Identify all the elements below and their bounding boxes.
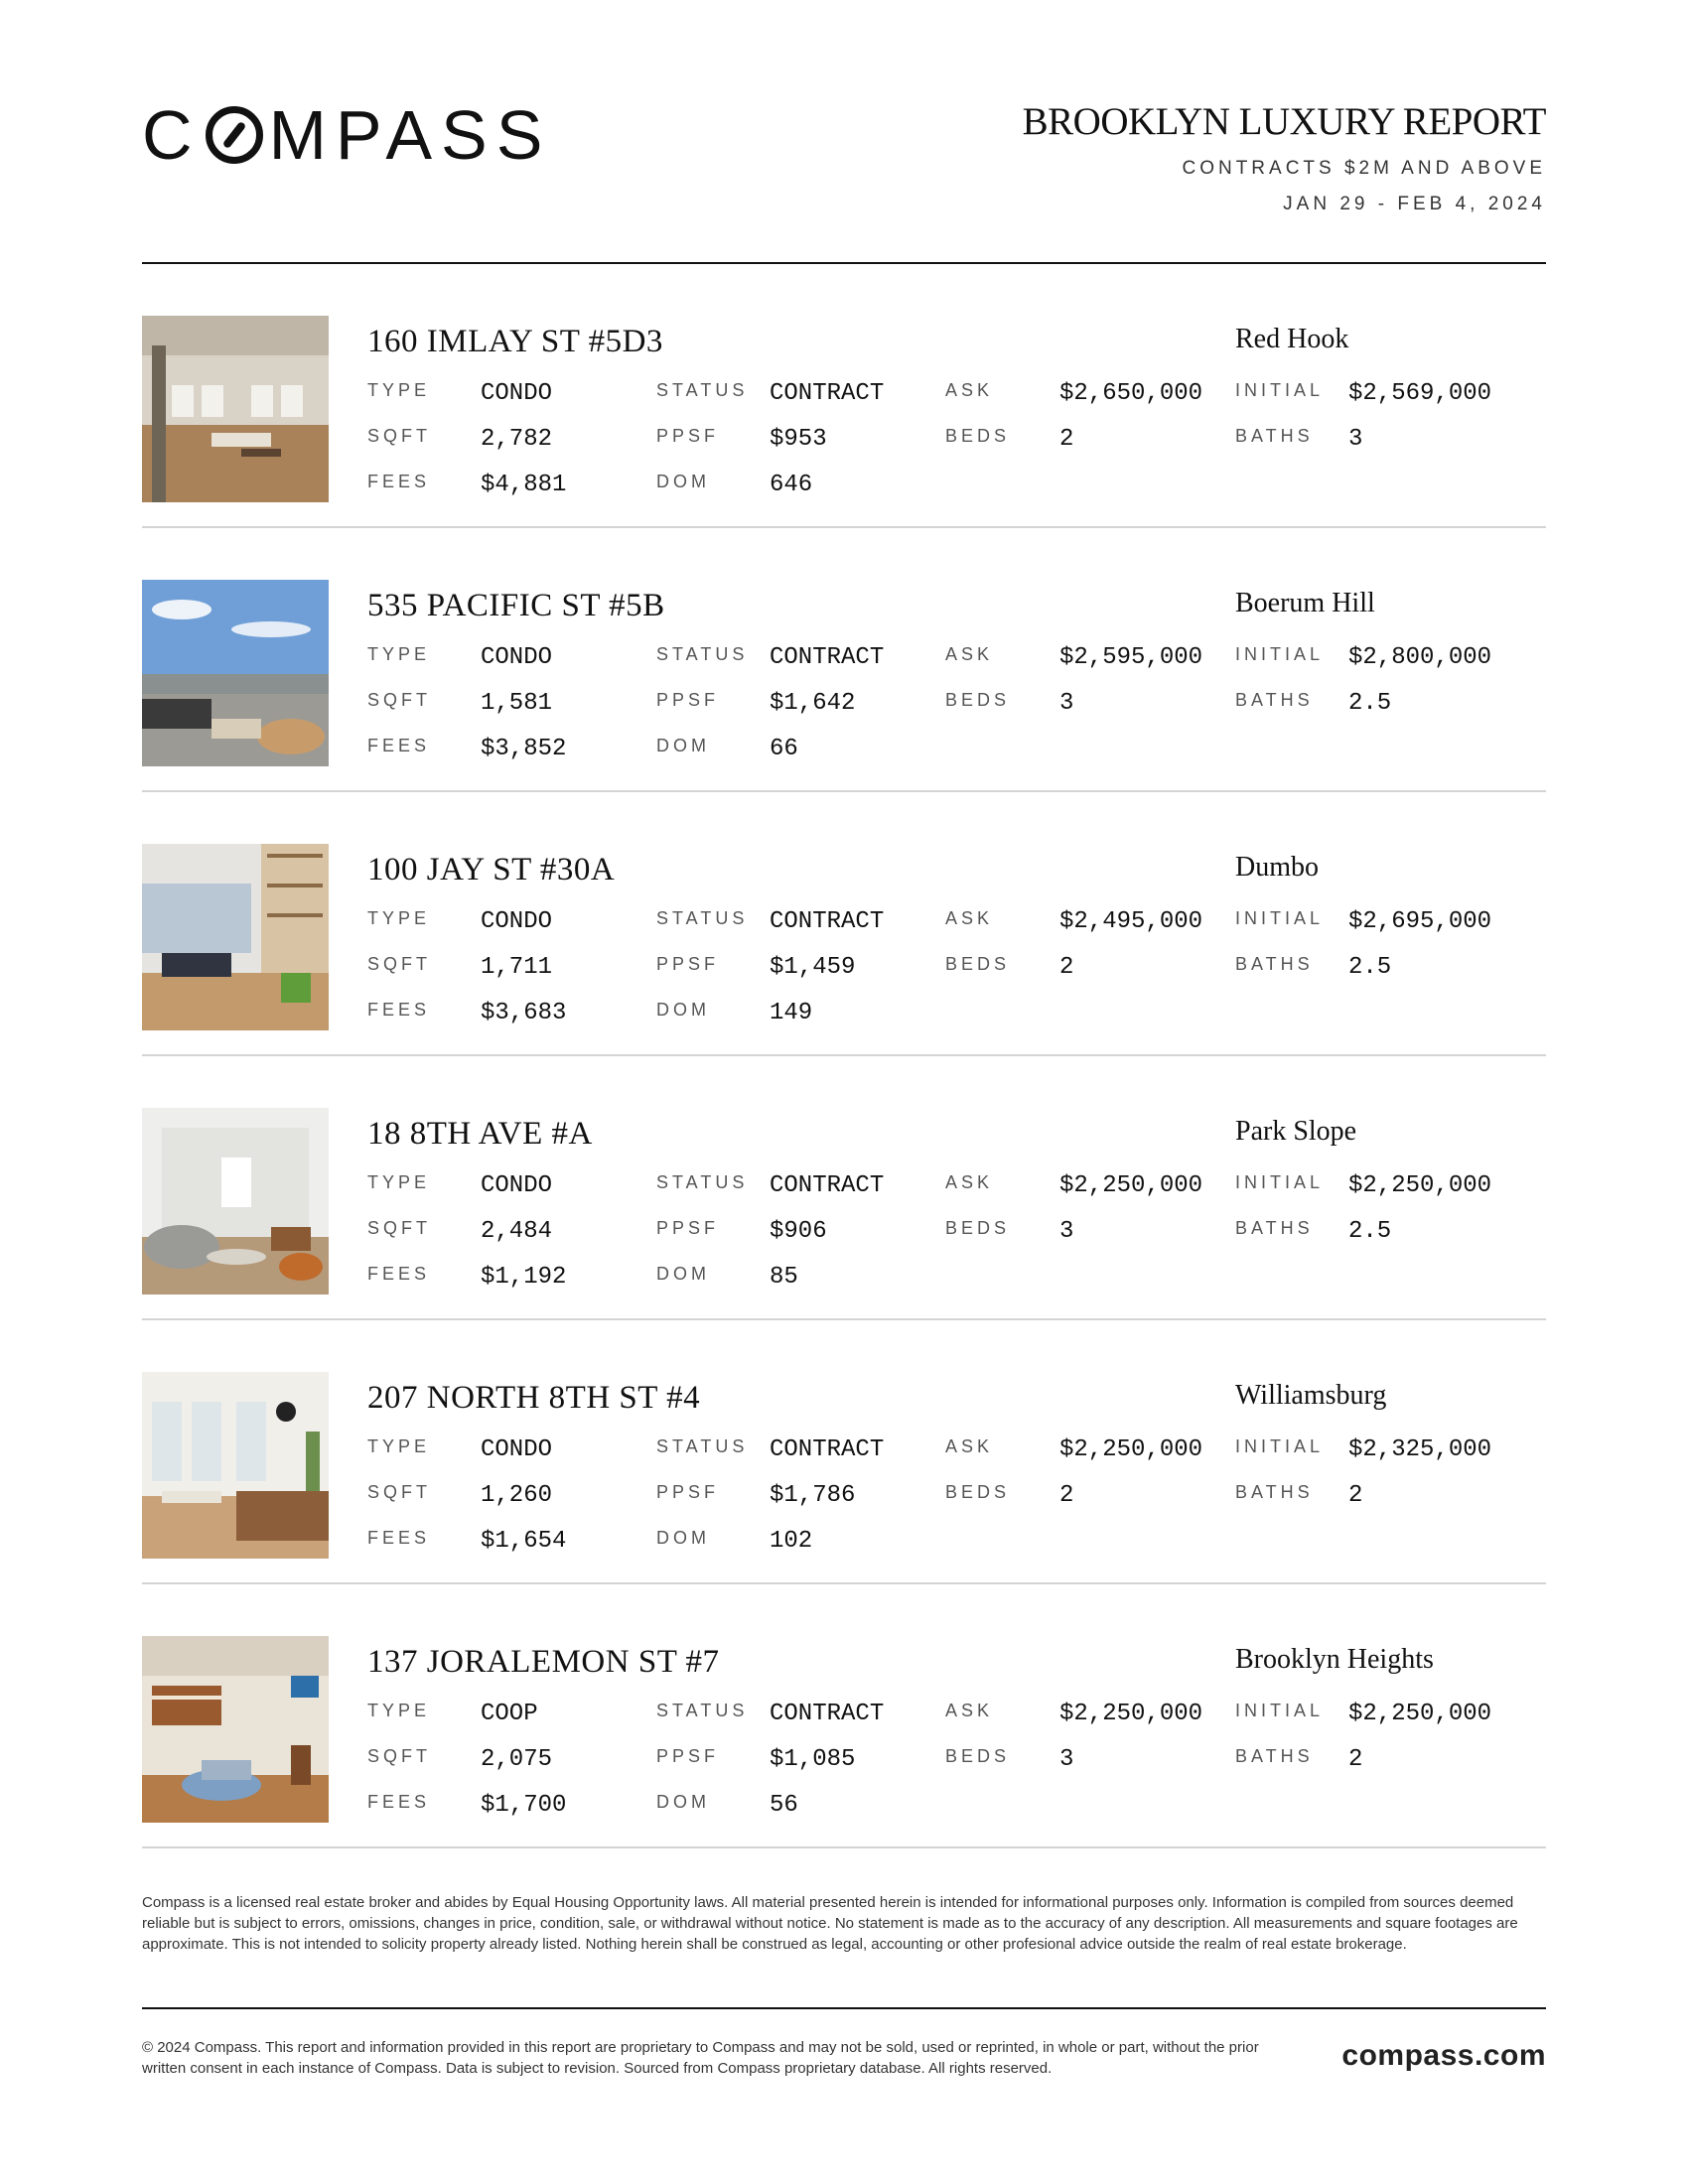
ppsf-label: PPSF: [656, 1482, 720, 1502]
dom-value: 646: [770, 472, 813, 498]
dom-value: 85: [770, 1264, 798, 1291]
dom-value: 66: [770, 736, 798, 762]
listing-neighborhood: Brooklyn Heights: [1235, 1644, 1434, 1675]
listing-row: [142, 528, 1546, 792]
beds-label: BEDS: [945, 690, 1011, 710]
status-value: CONTRACT: [770, 908, 885, 935]
initial-label: INITIAL: [1235, 1172, 1325, 1192]
baths-value: 2.5: [1348, 1218, 1392, 1245]
baths-label: BATHS: [1235, 1218, 1314, 1238]
initial-value: $2,695,000: [1348, 908, 1492, 935]
dom-value: 149: [770, 1000, 813, 1026]
baths-value: 2: [1348, 1746, 1363, 1773]
ppsf-label: PPSF: [656, 426, 720, 446]
dom-label: DOM: [656, 1528, 710, 1548]
sqft-value: 1,581: [481, 690, 553, 717]
initial-value: $2,800,000: [1348, 644, 1492, 671]
listing-address: 137 JORALEMON ST #7: [367, 1644, 720, 1680]
ask-label: ASK: [945, 380, 994, 400]
ask-label: ASK: [945, 1701, 994, 1720]
beds-label: BEDS: [945, 1746, 1011, 1766]
initial-value: $2,325,000: [1348, 1436, 1492, 1463]
listing-address: 18 8TH AVE #A: [367, 1116, 593, 1152]
sqft-value: 1,711: [481, 954, 553, 981]
beds-label: BEDS: [945, 1482, 1011, 1502]
ppsf-label: PPSF: [656, 1218, 720, 1238]
fees-label: FEES: [367, 1264, 431, 1284]
report-title: BROOKLYN LUXURY REPORT: [1022, 100, 1546, 143]
ppsf-value: $1,085: [770, 1746, 856, 1773]
initial-label: INITIAL: [1235, 908, 1325, 928]
dom-value: 56: [770, 1792, 798, 1819]
type-label: TYPE: [367, 908, 431, 928]
listing-neighborhood: Williamsburg: [1235, 1380, 1387, 1411]
beds-label: BEDS: [945, 426, 1011, 446]
property-photo: [142, 1636, 329, 1823]
property-photo: [142, 316, 329, 502]
fees-value: $1,192: [481, 1264, 567, 1291]
listing-neighborhood: Red Hook: [1235, 324, 1349, 354]
ask-value: $2,595,000: [1059, 644, 1203, 671]
listing-divider: [142, 1846, 1546, 1848]
sqft-value: 2,075: [481, 1746, 553, 1773]
listing-address: 207 NORTH 8TH ST #4: [367, 1380, 701, 1416]
beds-label: BEDS: [945, 1218, 1011, 1238]
fees-value: $1,654: [481, 1528, 567, 1555]
beds-value: 3: [1059, 1746, 1074, 1773]
status-value: CONTRACT: [770, 1172, 885, 1199]
legal-disclaimer: Compass is a licensed real estate broker and abides by Equal Housing Opportunity laws. All material presented herein is intended for informational purposes only. Information is compiled from sources deemed reliable but is subject to errors, omissions, changes in price, condition, sale, or withdrawal without notice. No statement is made as to the accuracy of any description. All measurements and square footages are approximate. This is not intended to solicity property already listed. Nothing herein shall be construed as legal, accounting or other profesional advice outside the realm of real estate brokerage.: [142, 1894, 1518, 1953]
type-label: TYPE: [367, 1172, 431, 1192]
ppsf-value: $1,459: [770, 954, 856, 981]
sqft-label: SQFT: [367, 1482, 431, 1502]
compass-o-icon: [206, 106, 263, 164]
dom-label: DOM: [656, 1000, 710, 1020]
status-label: STATUS: [656, 1172, 749, 1192]
ppsf-label: PPSF: [656, 690, 720, 710]
baths-value: 2: [1348, 1482, 1363, 1509]
fees-label: FEES: [367, 1000, 431, 1020]
report-dates: JAN 29 - FEB 4, 2024: [1283, 194, 1546, 214]
sqft-label: SQFT: [367, 426, 431, 446]
sqft-label: SQFT: [367, 954, 431, 974]
fees-label: FEES: [367, 1528, 431, 1548]
type-label: TYPE: [367, 1436, 431, 1456]
status-label: STATUS: [656, 1701, 749, 1720]
ask-label: ASK: [945, 644, 994, 664]
listing-neighborhood: Park Slope: [1235, 1116, 1357, 1147]
beds-value: 2: [1059, 1482, 1074, 1509]
fees-label: FEES: [367, 736, 431, 755]
sqft-label: SQFT: [367, 690, 431, 710]
type-label: TYPE: [367, 644, 431, 664]
sqft-value: 1,260: [481, 1482, 553, 1509]
sqft-value: 2,484: [481, 1218, 553, 1245]
beds-label: BEDS: [945, 954, 1011, 974]
rooftop-terrace-photo: [142, 580, 329, 766]
loft-interior-photo: [142, 316, 329, 502]
type-value: CONDO: [481, 1172, 553, 1199]
ask-label: ASK: [945, 1172, 994, 1192]
parlor-room-photo: [142, 1108, 329, 1295]
copyright-notice: © 2024 Compass. This report and information provided in this report are proprietary to Compass and may not be sold, used or reprinted, in whole or part, without the prior written consent in each instance of Compass. Data is subject to revision. Sourced from Compass proprietary database. All rights reserved.: [142, 2039, 1259, 2077]
beds-value: 2: [1059, 954, 1074, 981]
dom-label: DOM: [656, 736, 710, 755]
status-label: STATUS: [656, 908, 749, 928]
listing-row: [142, 1056, 1546, 1320]
property-photo: [142, 580, 329, 766]
initial-label: INITIAL: [1235, 1436, 1325, 1456]
initial-value: $2,250,000: [1348, 1172, 1492, 1199]
type-value: CONDO: [481, 380, 553, 407]
beds-value: 2: [1059, 426, 1074, 453]
status-value: CONTRACT: [770, 644, 885, 671]
initial-label: INITIAL: [1235, 1701, 1325, 1720]
listing-address: 535 PACIFIC ST #5B: [367, 588, 665, 623]
duplex-living-photo: [142, 1636, 329, 1823]
type-label: TYPE: [367, 380, 431, 400]
initial-value: $2,250,000: [1348, 1701, 1492, 1727]
ppsf-label: PPSF: [656, 954, 720, 974]
listing-row: [142, 1320, 1546, 1584]
status-value: CONTRACT: [770, 380, 885, 407]
ppsf-value: $1,786: [770, 1482, 856, 1509]
beds-value: 3: [1059, 690, 1074, 717]
ask-value: $2,495,000: [1059, 908, 1203, 935]
status-label: STATUS: [656, 644, 749, 664]
report-header: [1023, 99, 1546, 215]
ppsf-value: $906: [770, 1218, 827, 1245]
status-value: CONTRACT: [770, 1701, 885, 1727]
baths-label: BATHS: [1235, 690, 1314, 710]
baths-label: BATHS: [1235, 1482, 1314, 1502]
ask-value: $2,250,000: [1059, 1701, 1203, 1727]
listing-neighborhood: Dumbo: [1235, 852, 1319, 883]
ppsf-label: PPSF: [656, 1746, 720, 1766]
initial-label: INITIAL: [1235, 380, 1325, 400]
listing-address: 160 IMLAY ST #5D3: [367, 324, 663, 359]
report-subtitle: CONTRACTS $2M AND ABOVE: [1182, 158, 1546, 179]
property-photo: [142, 1372, 329, 1559]
dom-value: 102: [770, 1528, 813, 1555]
fees-label: FEES: [367, 1792, 431, 1812]
logo-letter-c: C: [142, 96, 202, 174]
initial-label: INITIAL: [1235, 644, 1325, 664]
ask-label: ASK: [945, 1436, 994, 1456]
listing-row: [142, 264, 1546, 528]
ask-value: $2,250,000: [1059, 1172, 1203, 1199]
initial-value: $2,569,000: [1348, 380, 1492, 407]
dom-label: DOM: [656, 1264, 710, 1284]
ppsf-value: $953: [770, 426, 827, 453]
sqft-value: 2,782: [481, 426, 553, 453]
ask-label: ASK: [945, 908, 994, 928]
baths-value: 3: [1348, 426, 1363, 453]
baths-label: BATHS: [1235, 1746, 1314, 1766]
property-photo: [142, 1108, 329, 1295]
type-value: COOP: [481, 1701, 538, 1727]
listing-row: [142, 1584, 1546, 1848]
dom-label: DOM: [656, 472, 710, 491]
fees-value: $3,683: [481, 1000, 567, 1026]
fees-value: $1,700: [481, 1792, 567, 1819]
status-label: STATUS: [656, 380, 749, 400]
website-link[interactable]: compass.com: [1341, 2039, 1546, 2072]
type-value: CONDO: [481, 644, 553, 671]
dom-label: DOM: [656, 1792, 710, 1812]
ask-value: $2,650,000: [1059, 380, 1203, 407]
baths-label: BATHS: [1235, 954, 1314, 974]
type-value: CONDO: [481, 1436, 553, 1463]
status-value: CONTRACT: [770, 1436, 885, 1463]
type-value: CONDO: [481, 908, 553, 935]
baths-label: BATHS: [1235, 426, 1314, 446]
beds-value: 3: [1059, 1218, 1074, 1245]
property-photo: [142, 844, 329, 1030]
ppsf-value: $1,642: [770, 690, 856, 717]
baths-value: 2.5: [1348, 690, 1392, 717]
living-room-photo: [142, 844, 329, 1030]
fees-value: $3,852: [481, 736, 567, 762]
open-living-photo: [142, 1372, 329, 1559]
listing-neighborhood: Boerum Hill: [1235, 588, 1375, 618]
baths-value: 2.5: [1348, 954, 1392, 981]
listing-row: [142, 792, 1546, 1056]
sqft-label: SQFT: [367, 1218, 431, 1238]
fees-value: $4,881: [481, 472, 567, 498]
sqft-label: SQFT: [367, 1746, 431, 1766]
ask-value: $2,250,000: [1059, 1436, 1203, 1463]
type-label: TYPE: [367, 1701, 431, 1720]
footer-divider: [142, 2007, 1546, 2009]
listing-address: 100 JAY ST #30A: [367, 852, 616, 887]
status-label: STATUS: [656, 1436, 749, 1456]
fees-label: FEES: [367, 472, 431, 491]
compass-logo: [142, 95, 551, 175]
logo-letters-mpass: MPASS: [268, 96, 552, 174]
